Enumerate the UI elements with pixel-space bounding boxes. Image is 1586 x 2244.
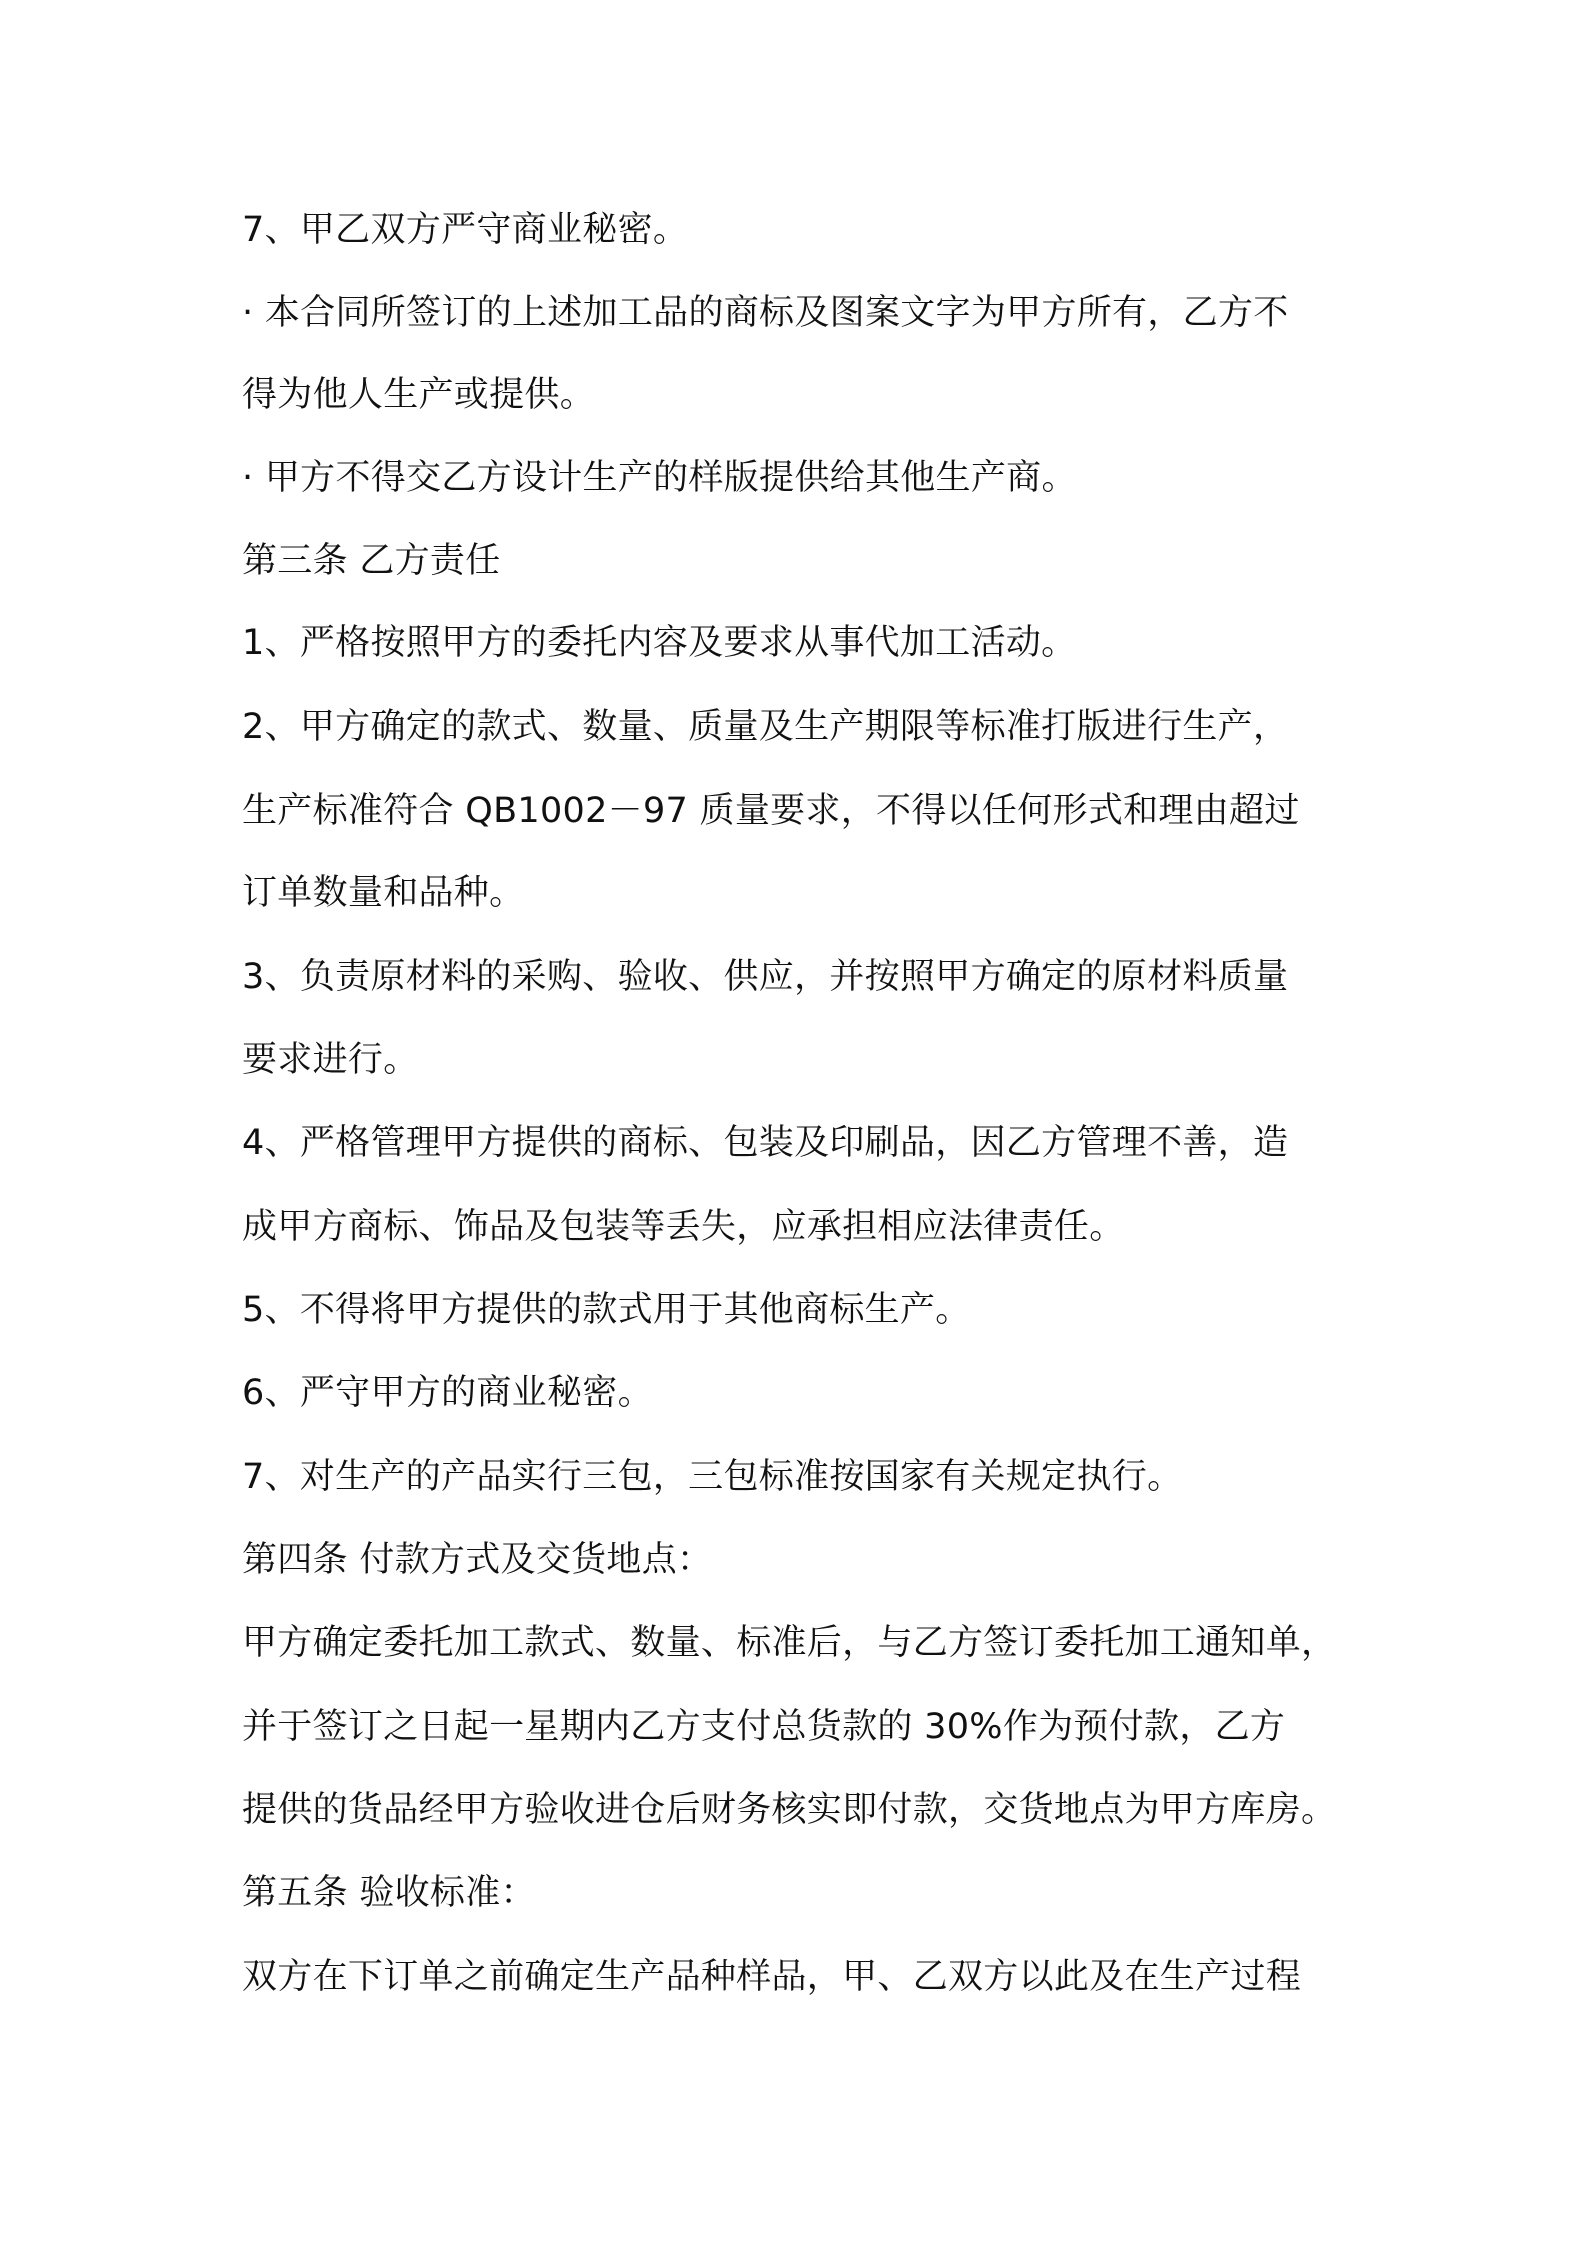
- text-line: 并于签订之日起一星期内乙方支付总货款的 30%作为预付款，乙方: [242, 1707, 1286, 1747]
- section-heading: 第五条 验收标准：: [242, 1873, 536, 1913]
- text-line: 3、负责原材料的采购、验收、供应，并按照甲方确定的原材料质量: [242, 957, 1289, 997]
- text-line: 订单数量和品种。: [242, 873, 525, 913]
- text-line: 5、不得将甲方提供的款式用于其他商标生产。: [242, 1290, 971, 1330]
- text-line: 成甲方商标、饰品及包装等丢失，应承担相应法律责任。: [242, 1207, 1125, 1247]
- text-line: 2、甲方确定的款式、数量、质量及生产期限等标准打版进行生产，: [242, 707, 1289, 747]
- section-heading: 第四条 付款方式及交货地点：: [242, 1540, 713, 1580]
- text-line: 7、甲乙双方严守商业秘密。: [242, 210, 689, 250]
- text-line: · 甲方不得交乙方设计生产的样版提供给其他生产商。: [242, 458, 1077, 498]
- text-line: 要求进行。: [242, 1040, 419, 1080]
- text-line: 6、严守甲方的商业秘密。: [242, 1373, 653, 1413]
- text-line: 甲方确定委托加工款式、数量、标准后，与乙方签订委托加工通知单，: [242, 1623, 1337, 1663]
- text-line: 得为他人生产或提供。: [242, 375, 596, 415]
- section-heading: 第三条 乙方责任: [242, 541, 501, 581]
- text-line: 7、对生产的产品实行三包，三包标准按国家有关规定执行。: [242, 1457, 1183, 1497]
- text-line: · 本合同所签订的上述加工品的商标及图案文字为甲方所有，乙方不: [242, 293, 1289, 333]
- text-line: 提供的货品经甲方验收进仓后财务核实即付款，交货地点为甲方库房。: [242, 1790, 1337, 1830]
- text-line: 4、严格管理甲方提供的商标、包装及印刷品，因乙方管理不善，造: [242, 1123, 1289, 1163]
- text-line: 双方在下订单之前确定生产品种样品，甲、乙双方以此及在生产过程: [242, 1957, 1302, 1997]
- text-line: 1、严格按照甲方的委托内容及要求从事代加工活动。: [242, 623, 1077, 663]
- text-line: 生产标准符合 QB1002－97 质量要求，不得以任何形式和理由超过: [242, 791, 1300, 831]
